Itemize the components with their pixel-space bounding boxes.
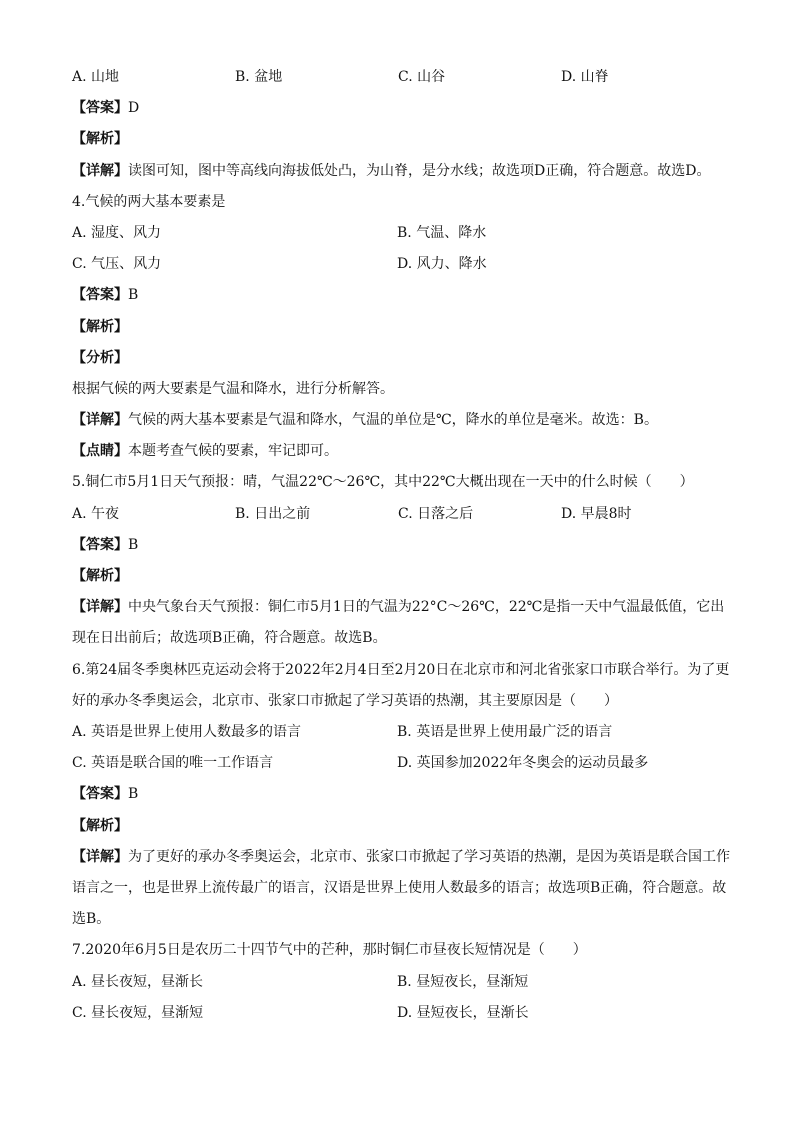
q4-option-d: D. 风力、降水	[397, 256, 487, 273]
analysis-label: 【解析】	[72, 131, 128, 148]
q4-question: 4.气候的两大基本要素是	[72, 193, 226, 210]
q3-option-c: C. 山谷	[398, 69, 446, 85]
q4-option-c: C. 气压、风力	[72, 256, 162, 273]
fenxi-label: 【分析】	[72, 349, 128, 366]
q6-option-b: B. 英语是世界上使用最广泛的语言	[397, 724, 613, 740]
q5-answer	[72, 530, 732, 561]
detail-label: 【详解】	[72, 412, 128, 429]
detail-label: 【详解】	[72, 848, 128, 865]
dianjing-text: 本题考查气候的要素，牢记即可。	[128, 443, 338, 460]
q3-answer	[72, 93, 732, 124]
q4-fenxi-text: 根据气候的两大要素是气温和降水，进行分析解答。	[72, 380, 394, 397]
q7-option-c: C. 昼长夜短，昼渐短	[72, 1004, 204, 1021]
dianjing-label: 【点睛】	[72, 443, 128, 460]
q6-option-a: A. 英语是世界上使用人数最多的语言	[72, 724, 302, 740]
q3-option-b: B. 盆地	[235, 69, 283, 85]
detail-text: 中央气象台天气预报：铜仁市5月1日的气温为22°C～26℃，22℃是指一天中气温最低值，它出现在日出前后；故选项B正确，符合题意。故选B。	[72, 599, 725, 647]
q4-answer	[72, 280, 732, 311]
q4-fenxi	[72, 343, 732, 374]
q5-option-c: C. 日落之后	[398, 505, 474, 522]
q7-question: 7.2020年6月5日是农历二十四节气中的芒种，那时铜仁市昼夜长短情况是（ ）	[72, 942, 587, 959]
q4-dianjing	[72, 436, 732, 467]
analysis-label: 【解析】	[72, 568, 128, 584]
q7-option-a: A. 昼长夜短，昼渐长	[72, 973, 204, 990]
q7-options-row1	[72, 967, 732, 998]
q5-analysis	[72, 561, 732, 592]
q6-option-d: D. 英国参加2022年冬奥会的运动员最多	[397, 755, 649, 772]
analysis-label: 【解析】	[72, 817, 128, 834]
detail-text: 气候的两大基本要素是气温和降水，气温的单位是℃，降水的单位是毫米。故选：B。	[128, 412, 658, 429]
answer-label: 【答案】	[72, 100, 128, 117]
detail-text: 为了更好的承办冬季奥运会，北京市、张家口市掀起了学习英语的热潮，是因为英语是联合国工作语言之一，也是世界上流传最广的语言，汉语是世界上使用人数最多的语言；故选项B正确，符合题意。故选B。	[72, 848, 730, 928]
q4-analysis	[72, 312, 732, 343]
q5-option-a: A. 午夜	[72, 505, 120, 522]
q3-analysis	[72, 124, 732, 155]
q6-options-row2	[72, 748, 732, 779]
q6-analysis	[72, 811, 732, 842]
q5-option-d: D. 早晨8时	[561, 505, 632, 522]
answer-value: B	[128, 536, 139, 553]
answer-label: 【答案】	[72, 786, 128, 803]
q3-option-a: A. 山地	[72, 69, 120, 85]
q5-options	[72, 499, 732, 530]
detail-label: 【详解】	[72, 599, 128, 616]
q4-options-row2	[72, 249, 732, 280]
q7-option-d: D. 昼短夜长，昼渐长	[397, 1004, 529, 1021]
q6-answer	[72, 779, 732, 810]
answer-value: B	[128, 287, 139, 304]
q6-options-row1	[72, 717, 732, 748]
q6-question: 6.第24届冬季奥林匹克运动会将于2022年2月4日至2月20日在北京市和河北省张家口市联合举行。为了更好的承办冬季奥运会，北京市、张家口市掀起了学习英语的热潮，其主要原因是（ ）	[72, 661, 730, 709]
q4-detail	[72, 405, 732, 436]
q5-question: 5.铜仁市5月1日天气预报：晴，气温22℃～26℃，其中22℃大概出现在一天中的什么时候（ ）	[72, 474, 694, 491]
q7-options-row2	[72, 998, 732, 1029]
answer-value: D	[128, 100, 140, 117]
detail-label: 【详解】	[72, 162, 128, 179]
q4-option-b: B. 气温、降水	[397, 224, 487, 241]
answer-label: 【答案】	[72, 287, 128, 304]
q4-option-a: A. 湿度、风力	[72, 224, 162, 241]
q3-detail	[72, 156, 732, 187]
analysis-label: 【解析】	[72, 318, 128, 335]
detail-text: 读图可知，图中等高线向海拔低处凸，为山脊，是分水线；故选项D正确，符合题意。故选D。	[128, 162, 711, 179]
answer-value: B	[128, 786, 139, 803]
exam-page	[72, 62, 732, 1029]
q6-detail	[72, 842, 732, 936]
q3-option-d: D. 山脊	[561, 69, 609, 85]
q3-options	[72, 62, 732, 93]
q5-detail	[72, 592, 732, 654]
q7-option-b: B. 昼短夜长，昼渐短	[397, 973, 529, 990]
answer-label: 【答案】	[72, 536, 128, 553]
q5-option-b: B. 日出之前	[235, 505, 311, 522]
q6-option-c: C. 英语是联合国的唯一工作语言	[72, 755, 274, 772]
q4-options-row1	[72, 218, 732, 249]
